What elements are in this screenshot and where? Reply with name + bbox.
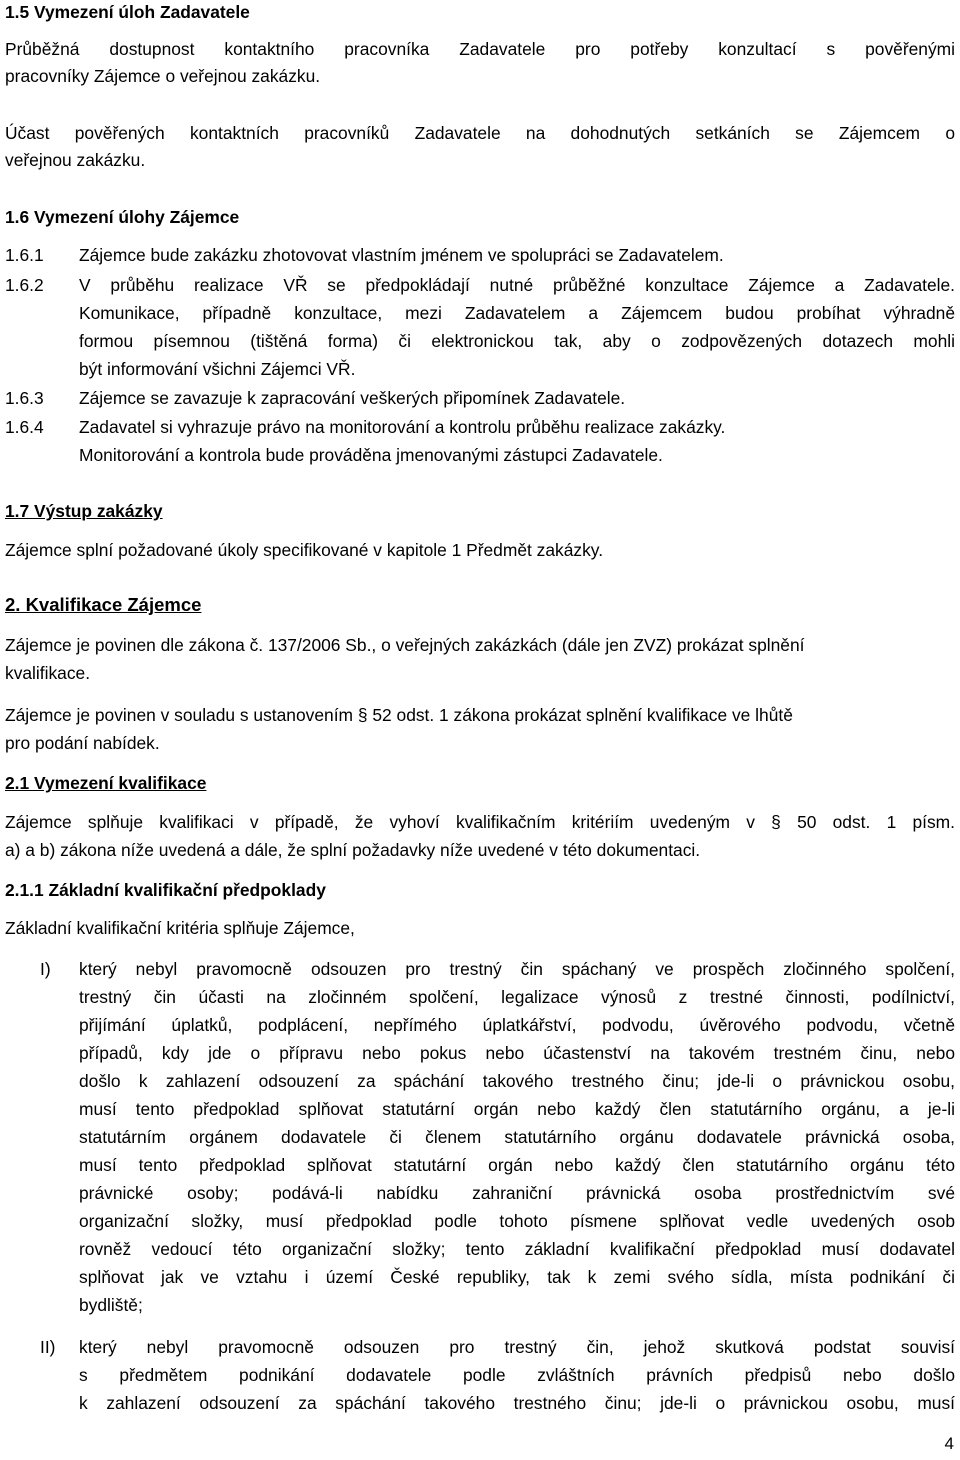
paragraph-line: Účast pověřených kontaktních pracovníků Zadavatele na dohodnutých setkáních se Zájemcem o [5,123,955,143]
list-marker: II) [40,1337,56,1357]
paragraph-line: pro podání nabídek. [5,733,160,753]
section-heading-1-7: 1.7 Výstup zakázky [5,501,163,521]
section-heading-2-1-1: 2.1.1 Základní kvalifikační předpoklady [5,880,326,900]
paragraph-line: Zájemce splní požadované úkoly specifikované v kapitole 1 Předmět zakázky. [5,540,604,560]
list-item-line: případů, kdy jde o přípravu nebo pokus nebo účastenství na takovém trestném činu, nebo [79,1043,955,1063]
list-item-line: musí tento předpoklad splňovat statutární orgán nebo každý člen statutárního orgánu, a je-li [79,1099,955,1119]
section-heading-2-1: 2.1 Vymezení kvalifikace [5,773,207,793]
page-number: 4 [944,1434,954,1453]
list-item-line: došlo k zahlazení odsouzení za spáchání takového trestného činu; jde-li o právnickou osobu, [79,1071,955,1091]
item-number: 1.6.4 [5,417,44,437]
paragraph-line: veřejnou zakázku. [5,150,146,170]
list-item-line: přijímání úplatků, podplácení, nepřímého úplatkářství, podvodu, úvěrového podvodu, včetně [79,1015,955,1035]
list-item-line: organizační složky, musí předpoklad podle tohoto písmene splňovat vedle uvedených osob [79,1211,955,1231]
paragraph-line: Průběžná dostupnost kontaktního pracovníka Zadavatele pro potřeby konzultací s pověřenými [5,39,955,59]
paragraph-line: Základní kvalifikační kritéria splňuje Zájemce, [5,918,355,938]
list-item-line: právnické osoby; podává-li nabídku zahraniční právnická osoba prostřednictvím své [79,1183,955,1203]
item-line: formou písemnou (tištěná forma) či elektronickou tak, aby o zodpovězených dotazech mohli [79,331,955,351]
paragraph-line: a) a b) zákona níže uvedená a dále, že splní požadavky níže uvedené v této dokumentaci. [5,840,701,860]
paragraph-line: Zájemce je povinen dle zákona č. 137/2006 Sb., o veřejných zakázkách (dále jen ZVZ) prokázat splnění [5,635,805,655]
item-line: Zadavatel si vyhrazuje právo na monitorování a kontrolu průběhu realizace zakázky. [79,417,726,437]
list-item-line: trestný čin účasti na zločinném spolčení, legalizace výnosů z trestné činnosti, podílnictví, [79,987,955,1007]
section-heading-1-6: 1.6 Vymezení úlohy Zájemce [5,207,240,227]
paragraph-line: Zájemce je povinen v souladu s ustanovením § 52 odst. 1 zákona prokázat splnění kvalifikace ve lhůtě [5,705,793,725]
list-item-line: s předmětem podnikání dodavatele podle zvláštních právních předpisů nebo došlo [79,1365,955,1385]
list-item-line: statutárním orgánem dodavatele či členem statutárního orgánu dodavatele právnická osoba, [79,1127,955,1147]
paragraph-line: kvalifikace. [5,663,91,683]
item-line: být informování všichni Zájemci VŘ. [79,359,356,379]
item-line: Monitorování a kontrola bude prováděna jmenovanými zástupci Zadavatele. [79,445,663,465]
paragraph-line: pracovníky Zájemce o veřejnou zakázku. [5,66,321,86]
list-marker: I) [40,959,51,979]
item-line: Zájemce bude zakázku zhotovovat vlastním jménem ve spolupráci se Zadavatelem. [79,245,724,265]
list-item-line: rovněž vedoucí této organizační složky; tento základní kvalifikační předpoklad musí dodavatel [79,1239,955,1259]
section-heading-2: 2. Kvalifikace Zájemce [5,594,202,615]
item-number: 1.6.3 [5,388,44,408]
list-item-line: musí tento předpoklad splňovat statutární orgán nebo každý člen statutárního orgánu této [79,1155,955,1175]
item-number: 1.6.1 [5,245,44,265]
item-line: Komunikace, případně konzultace, mezi Zadavatelem a Zájemcem budou probíhat výhradně [79,303,955,323]
item-line: V průběhu realizace VŘ se předpokládají nutné průběžné konzultace Zájemce a Zadavatele. [79,275,955,295]
paragraph-line: Zájemce splňuje kvalifikaci v případě, že vyhoví kvalifikačním kritériím uvedeným v § 50 odst. 1 písm. [5,812,955,832]
item-number: 1.6.2 [5,275,44,295]
section-heading-1-5: 1.5 Vymezení úloh Zadavatele [5,2,250,22]
list-item-line: k zahlazení odsouzení za spáchání takového trestného činu; jde-li o právnickou osobu, musí [79,1393,955,1413]
list-item-line: který nebyl pravomocně odsouzen pro trestný čin, jehož skutková podstat souvisí [79,1337,955,1357]
item-line: Zájemce se zavazuje k zapracování veškerých připomínek Zadavatele. [79,388,626,408]
list-item-line: bydliště; [79,1295,143,1315]
list-item-line: který nebyl pravomocně odsouzen pro trestný čin spáchaný ve prospěch zločinného spolčení, [79,959,955,979]
list-item-line: splňovat jak ve vztahu i území České republiky, tak k zemi svého sídla, místa podnikání či [79,1267,955,1287]
